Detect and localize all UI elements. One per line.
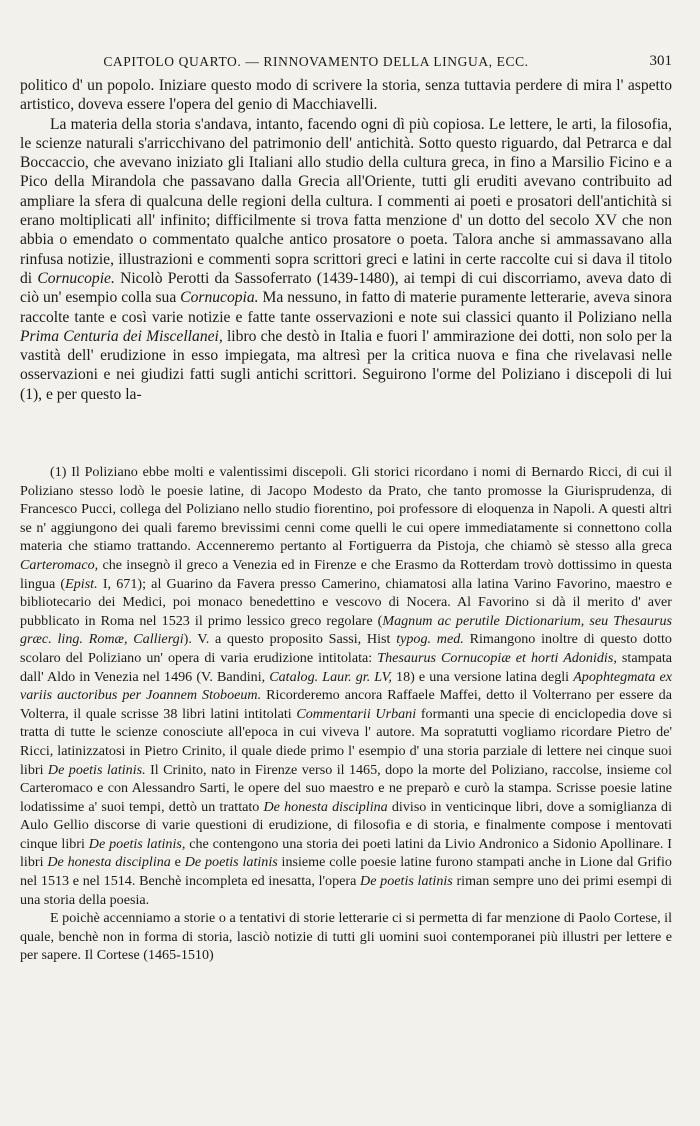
main-text <box>20 76 672 404</box>
running-title: CAPITOLO QUARTO. — RINNOVAMENTO DELLA LINGUA, ECC. <box>103 54 529 69</box>
paragraph-history-material: La materia della storia s'andava, intanto, facendo ogni dì più copiosa. Le lettere, le arti, la filosofia, le scienze naturali s'arricchivano del patrimonio dell' antichità. Sotto questo riguardo, dal Petrarca e dal Boccaccio, che avevano iniziato gli Italiani allo studio della cultura greca, in fino a Marsilio Ficino e a Pico della Mirandola che passavano dalla Grecia all'Oriente, tutti gli eruditi avevano contribuito ad ampliare la sfera di qualcuna delle regioni della cultura. I commenti ai poeti e prosatori dell'antichità si erano moltiplicati all' infinito; difficilmente si trova fatta menzione d' un dotto del secolo XV che non abbia o emendato o commentato qualche antico prosatore o poeta. Talora anche si ammassavano alla rinfusa notizie, illustrazioni e commenti sopra scrittori greci e latini in certe raccolte cui si dava il titolo di Cornucopie. Nicolò Perotti da Sassoferrato (1439-1480), ai tempi di cui discorriamo, aveva dato di ciò un' esempio colla sua Cornucopia. Ma nessuno, in fatto di materie puramente letterarie, aveva sinora raccolte tante e così varie notizie e fatte tante osservazioni e note sui classici quanto il Poliziano nella Prima Centuria dei Miscellanei, libro che destò in Italia e fuori l' ammirazione dei dotti, non solo per la vastità dell' erudizione in esso impiegata, ma altresì per la critica nuova e fina che rivelavasi nelle osservazioni e nei giudizi fatti sugli antichi scrittori. Seguirono l'orme del Poliziano i discepoli di lui (1), e per questo la- <box>20 115 672 403</box>
paragraph-continuation: politico d' un popolo. Iniziare questo modo di scrivere la storia, senza tuttavia perdere di mira l' aspetto artistico, doveva essere l'opera del genio di Macchiavelli. <box>20 77 672 114</box>
footnote-continuation: E poichè accenniamo a storie o a tentativi di storie letterarie ci si permetta di far menzione di Paolo Cortese, il quale, benchè non in forma di storia, lasciò notizie di tutti gli uomini suoi contemporanei più illustri per lettere e per sapere. Il Cortese (1465-1510) <box>20 910 672 964</box>
footnotes <box>20 463 672 965</box>
running-header <box>20 54 672 76</box>
page-number: 301 <box>649 53 672 69</box>
footnote-1: (1) Il Poliziano ebbe molti e valentissimi discepoli. Gli storici ricordano i nomi di Bernardo Ricci, di cui il Poliziano stesso lodò le poesie latine, di Jacopo Modesto da Prato, che tanto promosse la Giurisprudenza, di Francesco Pucci, collega del Poliziano nello studio fiorentino, poi professore di eloquenza in Napoli. A questi altri se n' aggiungono dei quali faremo brevissimi cenni come quelli le cui opere immediatamente si connettono colla materia che stiamo trattando. Accenneremo pertanto al Fortiguerra da Pistoja, che chiamò sè stesso alla greca Carteromaco, che insegnò il greco a Venezia ed in Firenze e che Erasmo da Rotterdam trovò dottissimo in questa lingua (Epist. I, 671); al Guarino da Favera presso Camerino, chiamatosi alla latina Varino Favorino, maestro e bibliotecario dei Medici, poi monaco benedettino e vescovo di Nocera. Al Favorino si dà il merito d' aver pubblicato in Roma nel 1523 il primo lessico greco regolare (Magnum ac perutile Dictionarium, seu Thesaurus græc. ling. Romæ, Calliergi). V. a questo proposito Sassi, Hist typog. med. Rimangono inoltre di questo dotto scolaro del Poliziano un' opera di varia erudizione intitolata: Thesaurus Cornucopiæ et horti Adonidis, stampata dall' Aldo in Venezia nel 1496 (V. Bandini, Catalog. Laur. gr. LV, 18) e una versione latina degli Apophtegmata ex variis auctoribus per Joannem Stoboeum. Ricorderemo ancora Raffaele Maffei, detto il Volterrano per essere da Volterra, il quale scrisse 38 libri latini intitolati Commentarii Urbani formanti una specie di enciclopedia dove si tratta di tutte le scienze conosciute all'epoca in cui viveva l' autore. Ma sopratutti vogliamo ricordare Pietro de' Ricci, latinizzatosi in Pietro Crinito, il quale diede primo l' esempio d' una storia parziale di lettere nei cinque suoi libri De poetis latinis. Il Crinito, nato in Firenze verso il 1465, dopo la morte del Poliziano, raccolse, insieme col Carteromaco e con Alessandro Sarti, le opere del suo maestro e ne preparò e curò la stampa. Scrisse poesie latine lodatissime a' suoi tempi, dettò un trattato De honesta disciplina diviso in venticinque libri, dove a somiglianza di Aulo Gellio discorse di varie questioni di erudizione, di filosofia e di storia, e finalmente compose i mentovati cinque libri De poetis latinis, che contengono una storia dei poeti latini da Livio Andronico a Sidonio Apollinare. I libri De honesta disciplina e De poetis latinis insieme colle poesie latine furono stampati anche in Lione dal Grifio nel 1513 e nel 1514. Benchè incompleta ed inesatta, l'opera De poetis latinis riman sempre uno dei primi esempi di una storia della poesia. <box>20 464 673 908</box>
